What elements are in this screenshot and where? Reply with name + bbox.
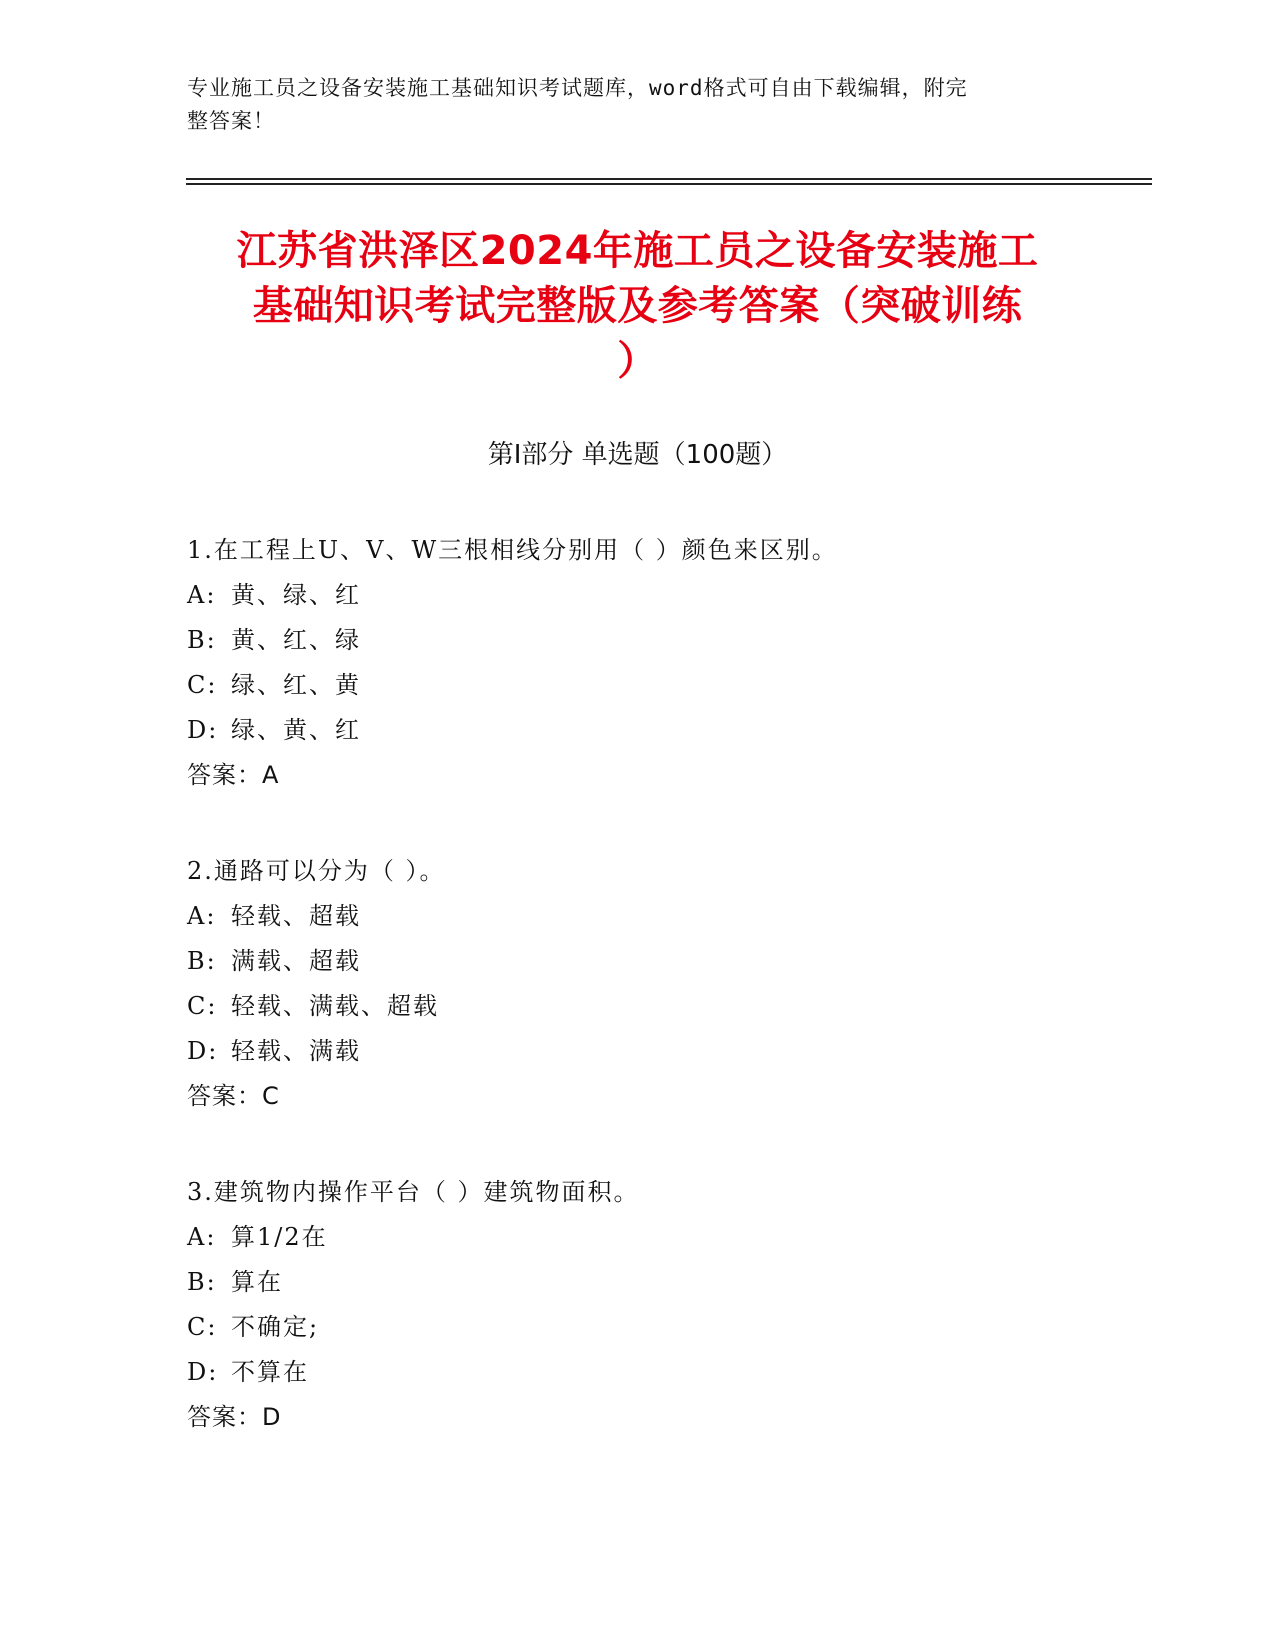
header-note <box>187 72 1067 138</box>
option-letter: A: <box>187 581 217 609</box>
question-list <box>187 528 1147 1491</box>
option-letter: B: <box>187 1268 217 1296</box>
option-d <box>187 1029 1147 1074</box>
header-note-line-2: 整答案！ <box>187 109 275 133</box>
option-b <box>187 939 1147 984</box>
section-title: 第Ⅰ部分 单选题（100题） <box>487 440 788 470</box>
document-title <box>150 224 1125 389</box>
question-stem: 2.通路可以分为（ ）。 <box>187 857 446 885</box>
option-letter: C: <box>187 671 218 699</box>
option-letter: C: <box>187 992 218 1020</box>
option-text: 算在 <box>231 1268 283 1296</box>
option-c <box>187 1305 1147 1350</box>
option-text: 轻载、满载 <box>231 1037 361 1065</box>
option-b <box>187 618 1147 663</box>
option-text: 轻载、超载 <box>231 902 361 930</box>
option-d <box>187 708 1147 753</box>
option-letter: A: <box>187 902 217 930</box>
option-text: 满载、超载 <box>231 947 361 975</box>
option-text: 不算在 <box>231 1358 309 1386</box>
option-text: 黄、绿、红 <box>231 581 361 609</box>
option-letter: B: <box>187 626 217 654</box>
question-3 <box>187 1170 1147 1440</box>
option-text: 黄、红、绿 <box>231 626 361 654</box>
option-c <box>187 984 1147 1029</box>
answer: 答案：D <box>187 1403 282 1431</box>
header-divider-top <box>186 178 1152 180</box>
title-line-1: 江苏省洪泽区2024年施工员之设备安装施工 <box>236 228 1039 274</box>
option-a <box>187 573 1147 618</box>
question-stem: 1.在工程上U、V、W三根相线分别用（ ）颜色来区别。 <box>187 536 838 564</box>
option-a <box>187 1215 1147 1260</box>
option-b <box>187 1260 1147 1305</box>
title-line-2: 基础知识考试完整版及参考答案（突破训练 <box>252 283 1023 329</box>
option-text: 绿、黄、红 <box>231 716 361 744</box>
option-a <box>187 894 1147 939</box>
header-note-line-1: 专业施工员之设备安装施工基础知识考试题库，word格式可自由下载编辑，附完 <box>187 76 968 100</box>
question-stem: 3.建筑物内操作平台（ ）建筑物面积。 <box>187 1178 640 1206</box>
option-letter: D: <box>187 1358 219 1386</box>
option-text: 不确定; <box>231 1313 320 1341</box>
header-divider-bottom <box>186 183 1152 185</box>
option-text: 轻载、满载、超载 <box>231 992 439 1020</box>
option-text: 算1/2在 <box>231 1223 328 1251</box>
answer: 答案：A <box>187 761 280 789</box>
option-c <box>187 663 1147 708</box>
option-letter: D: <box>187 716 219 744</box>
option-letter: A: <box>187 1223 217 1251</box>
question-2 <box>187 849 1147 1119</box>
answer: 答案：C <box>187 1082 280 1110</box>
question-1 <box>187 528 1147 798</box>
option-d <box>187 1350 1147 1395</box>
option-letter: B: <box>187 947 217 975</box>
option-letter: D: <box>187 1037 219 1065</box>
option-letter: C: <box>187 1313 218 1341</box>
option-text: 绿、红、黄 <box>231 671 361 699</box>
title-line-3: ） <box>617 338 658 384</box>
